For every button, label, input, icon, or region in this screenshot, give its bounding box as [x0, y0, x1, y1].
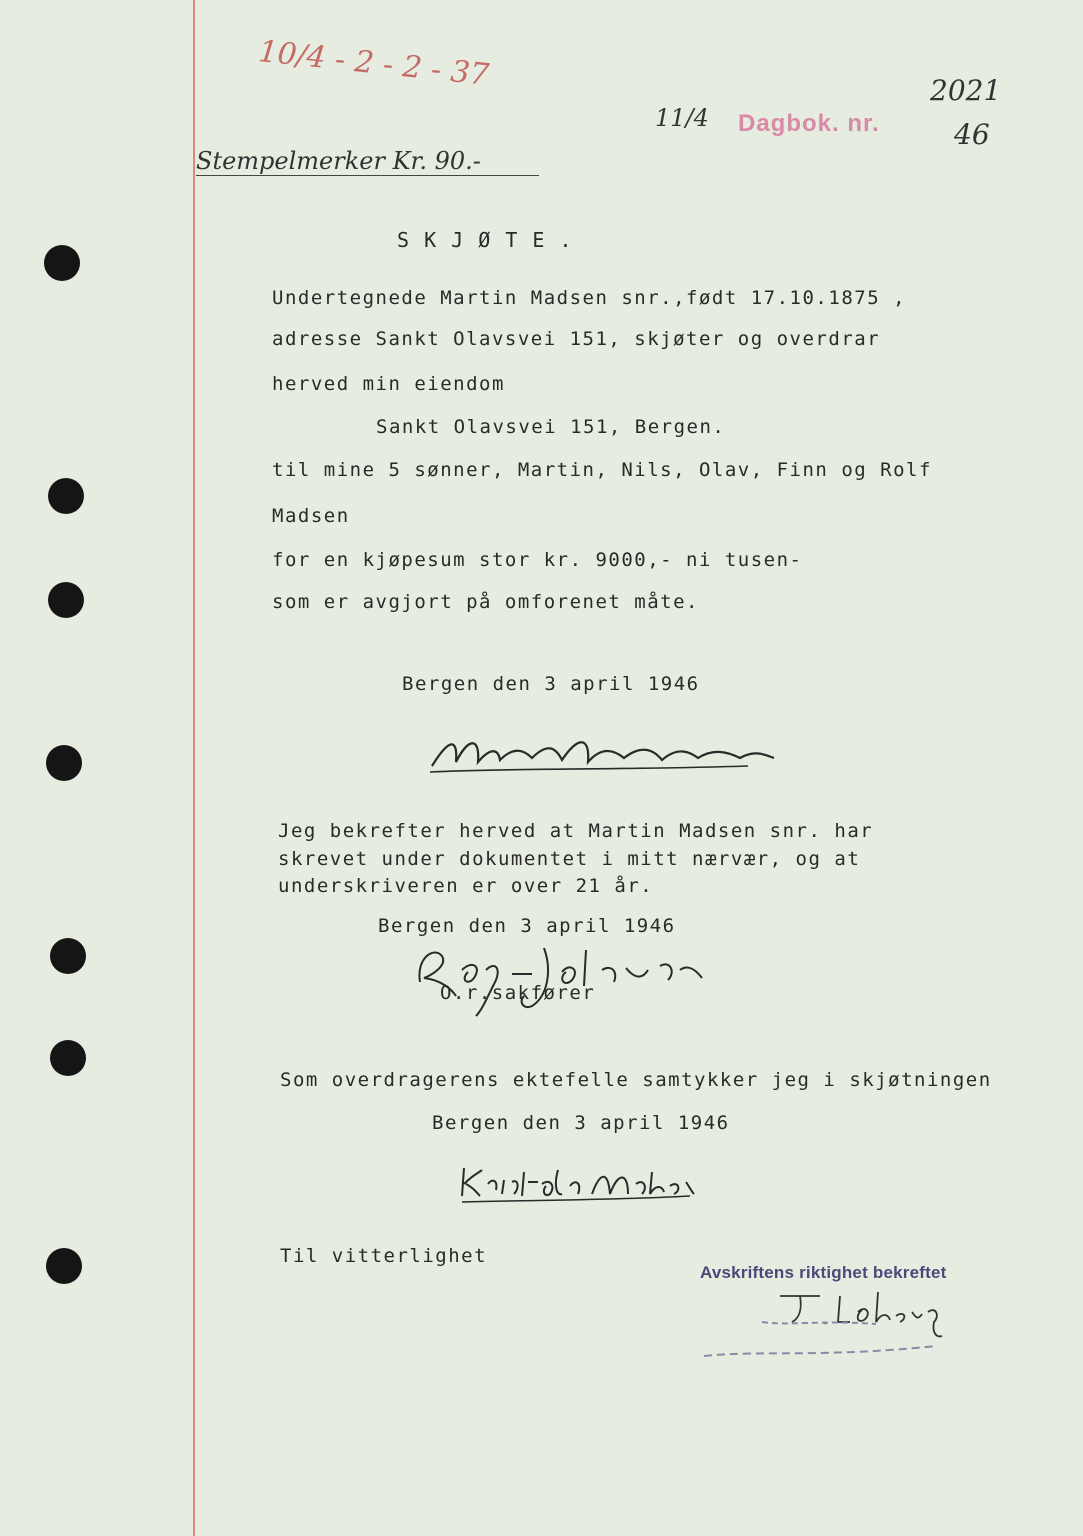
- body-line: for en kjøpesum stor kr. 9000,- ni tusen-: [272, 549, 803, 571]
- witness-line: Til vitterlighet: [280, 1245, 488, 1267]
- signature-notary: [412, 930, 712, 1020]
- punch-hole: [48, 582, 84, 618]
- number-top: 2021: [930, 74, 1002, 107]
- punch-hole: [44, 245, 80, 281]
- stamp-fee-note: Stempelmerker Kr. 90.-: [196, 147, 539, 176]
- ref-note: 10/4 - 2 - 2 - 37: [256, 34, 491, 93]
- consent-line: Som overdragerens ektefelle samtykker jeg i skjøtningen: [280, 1069, 992, 1091]
- date-line: Bergen den 3 april 1946: [378, 915, 676, 937]
- body-line: adresse Sankt Olavsvei 151, skjøter og overdrar: [272, 328, 881, 350]
- body-line: herved min eiendom: [272, 373, 505, 395]
- notary-title: O.r.sakfører: [440, 982, 596, 1004]
- punch-hole: [50, 938, 86, 974]
- verification-stamp: Avskriftens riktighet bekreftet: [700, 1263, 947, 1282]
- punch-hole: [48, 478, 84, 514]
- signature-kristofa-madsen: [458, 1162, 698, 1206]
- stamp-residue: [700, 1314, 950, 1364]
- punch-hole: [46, 1248, 82, 1284]
- body-line: som er avgjort på omforenet måte.: [272, 591, 699, 613]
- date-line: Bergen den 3 april 1946: [432, 1112, 730, 1134]
- punch-hole: [46, 745, 82, 781]
- body-line: Madsen: [272, 505, 350, 527]
- date-line: Bergen den 3 april 1946: [402, 673, 700, 695]
- body-line: Sankt Olavsvei 151, Bergen.: [376, 416, 726, 438]
- confirm-line: skrevet under dokumentet i mitt nærvær, og at: [278, 848, 861, 870]
- confirm-line: underskriveren er over 21 år.: [278, 875, 654, 897]
- number-bottom: 46: [954, 118, 990, 151]
- document-title: S K J Ø T E .: [397, 228, 574, 252]
- confirm-line: Jeg bekrefter herved at Martin Madsen snr. har: [278, 820, 874, 842]
- margin-line: [193, 0, 195, 1536]
- signature-martin-madsen: [428, 728, 788, 778]
- punch-hole: [50, 1040, 86, 1076]
- diary-stamp: Dagbok. nr.: [738, 110, 880, 137]
- date-note: 11/4: [655, 104, 709, 132]
- body-line: Undertegnede Martin Madsen snr.,født 17.10.1875 ,: [272, 287, 907, 309]
- body-line: til mine 5 sønner, Martin, Nils, Olav, Finn og Rolf: [272, 459, 932, 481]
